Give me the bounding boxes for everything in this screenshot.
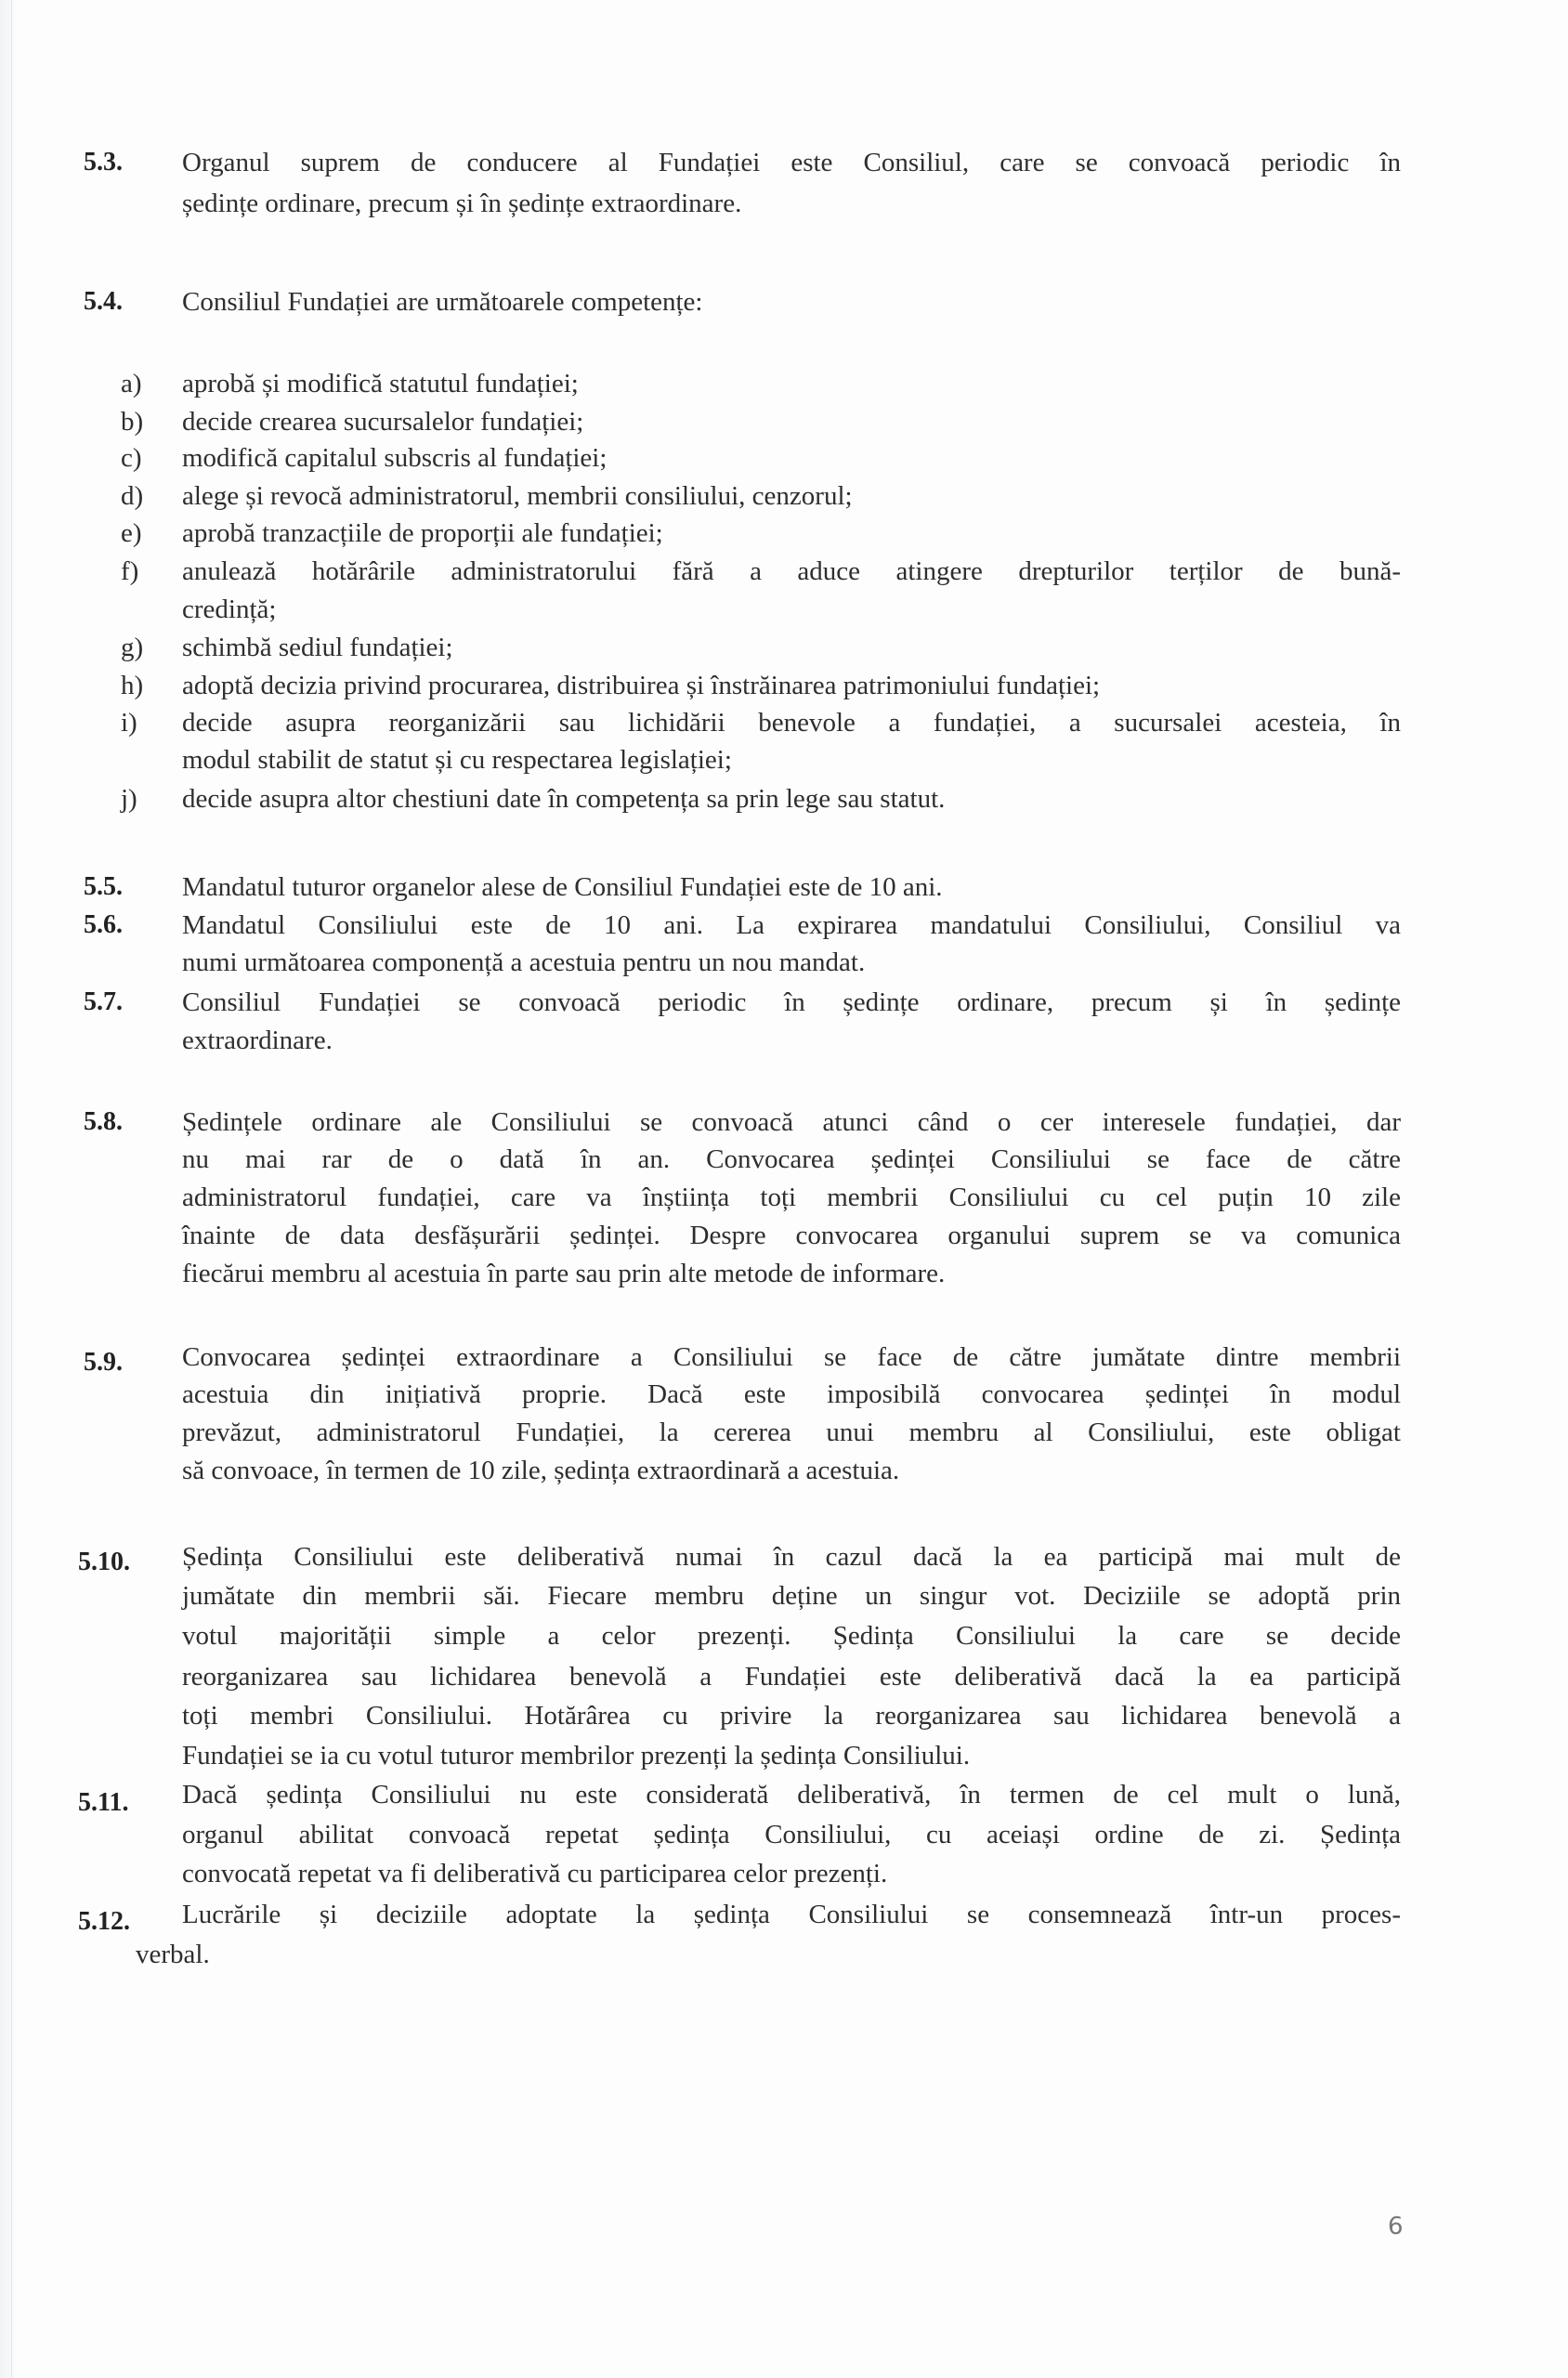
list-letter: c) bbox=[121, 443, 142, 473]
clause-number: 5.5. bbox=[84, 872, 123, 901]
clause-text-line: extraordinare. bbox=[182, 1026, 333, 1055]
list-item: alege și revocă administratorul, membrii consiliului, cenzorul; bbox=[182, 481, 853, 511]
clause-number: 5.8. bbox=[84, 1107, 123, 1136]
clause-text-line: nu mai rar de o dată în an. Convocarea ședinței Consiliului se face de către bbox=[182, 1144, 1401, 1174]
list-letter: d) bbox=[121, 481, 144, 511]
clause-number: 5.11. bbox=[78, 1788, 129, 1817]
clause-text-line: verbal. bbox=[136, 1940, 210, 1969]
clause-number: 5.4. bbox=[84, 287, 123, 316]
list-letter: e) bbox=[121, 518, 142, 548]
clause-text-line: Ședințele ordinare ale Consiliului se convoacă atunci când o cer interesele fundației, dar bbox=[182, 1107, 1401, 1137]
clause-text-line: Dacă ședința Consiliului nu este considerată deliberativă, în termen de cel mult o lună, bbox=[182, 1780, 1401, 1810]
clause-number: 5.10. bbox=[78, 1548, 130, 1576]
clause-text-line: fiecărui membru al acestuia în parte sau prin alte metode de informare. bbox=[182, 1259, 946, 1288]
clause-text-line: toți membri Consiliului. Hotărârea cu privire la reorganizarea sau lichidarea benevolă a bbox=[182, 1701, 1401, 1731]
clause-number: 5.12. bbox=[78, 1907, 130, 1936]
clause-text-line: administratorul fundației, care va înștiința toți membrii Consiliului cu cel puțin 10 zile bbox=[182, 1182, 1401, 1212]
clause-text-line: Mandatul Consiliului este de 10 ani. La expirarea mandatului Consiliului, Consiliul va bbox=[182, 910, 1401, 940]
clause-text-line: Ședința Consiliului este deliberativă numai în cazul dacă la ea participă mai mult de bbox=[182, 1542, 1401, 1572]
page-edge-shadow bbox=[0, 0, 17, 2378]
page-edge-line bbox=[11, 0, 12, 2378]
list-item: decide crearea sucursalelor fundației; bbox=[182, 407, 584, 437]
clause-number: 5.6. bbox=[84, 910, 123, 939]
list-letter: j) bbox=[121, 784, 137, 814]
list-letter: g) bbox=[121, 633, 144, 662]
list-item: adoptă decizia privind procurarea, distribuirea și înstrăinarea patrimoniului fundației; bbox=[182, 671, 1101, 700]
list-item: aprobă și modifică statutul fundației; bbox=[182, 369, 579, 399]
list-letter: i) bbox=[121, 708, 137, 738]
clause-text-line: înainte de data desfășurării ședinței. Despre convocarea organului suprem se va comunica bbox=[182, 1221, 1401, 1250]
list-letter: f) bbox=[121, 556, 139, 586]
clause-text-line: Mandatul tuturor organelor alese de Consiliul Fundației este de 10 ani. bbox=[182, 872, 943, 902]
list-letter: a) bbox=[121, 369, 142, 399]
list-item: aprobă tranzacțiile de proporții ale fundației; bbox=[182, 518, 663, 548]
list-item-continuation: modul stabilit de statut și cu respectarea legislației; bbox=[182, 745, 732, 775]
clause-text-line: jumătate din membrii săi. Fiecare membru deține un singur vot. Deciziile se adoptă prin bbox=[182, 1581, 1401, 1611]
clause-text-line: ședințe ordinare, precum și în ședințe extraordinare. bbox=[182, 189, 742, 218]
list-item: anulează hotărârile administratorului fără a aduce atingere drepturilor terților de bună- bbox=[182, 556, 1401, 586]
clause-text-line: Organul suprem de conducere al Fundației este Consiliul, care se convoacă periodic în bbox=[182, 148, 1401, 177]
list-item: decide asupra altor chestiuni date în competența sa prin lege sau statut. bbox=[182, 784, 946, 814]
list-item: decide asupra reorganizării sau lichidării benevole a fundației, a sucursalei acesteia, în bbox=[182, 708, 1401, 738]
clause-text-line: prevăzut, administratorul Fundației, la cererea unui membru al Consiliului, este obligat bbox=[182, 1418, 1401, 1447]
clause-text-line: acestuia din inițiativă proprie. Dacă este imposibilă convocarea ședinței în modul bbox=[182, 1379, 1401, 1409]
clause-text-line: reorganizarea sau lichidarea benevolă a Fundației este deliberativă dacă la ea participă bbox=[182, 1662, 1401, 1692]
clause-text-line: Consiliul Fundației se convoacă periodic în ședințe ordinare, precum și în ședințe bbox=[182, 987, 1401, 1017]
clause-text-line: Fundației se ia cu votul tuturor membrilor prezenți la ședința Consiliului. bbox=[182, 1741, 971, 1770]
clause-text-line: convocată repetat va fi deliberativă cu participarea celor prezenți. bbox=[182, 1859, 888, 1888]
clause-number: 5.3. bbox=[84, 148, 123, 176]
page-number: 6 bbox=[1388, 2213, 1404, 2241]
clause-text-line: numi următoarea componență a acestuia pentru un nou mandat. bbox=[182, 947, 866, 977]
clause-intro: Consiliul Fundației are următoarele competențe: bbox=[182, 287, 703, 317]
clause-text-line: Convocarea ședinței extraordinare a Consiliului se face de către jumătate dintre membrii bbox=[182, 1342, 1401, 1372]
list-item: schimbă sediul fundației; bbox=[182, 633, 453, 662]
list-letter: h) bbox=[121, 671, 144, 700]
clause-text-line: organul abilitat convoacă repetat ședința Consiliului, cu aceiași ordine de zi. Ședința bbox=[182, 1820, 1401, 1849]
clause-number: 5.7. bbox=[84, 987, 123, 1016]
list-item: modifică capitalul subscris al fundației; bbox=[182, 443, 608, 473]
clause-number: 5.9. bbox=[84, 1348, 123, 1377]
clause-text-line: să convoace, în termen de 10 zile, ședința extraordinară a acestuia. bbox=[182, 1456, 900, 1485]
clause-text-line: Lucrările și deciziile adoptate la ședința Consiliului se consemnează într-un proces- bbox=[182, 1900, 1401, 1929]
list-letter: b) bbox=[121, 407, 144, 437]
clause-text-line: votul majorității simple a celor prezenți. Ședința Consiliului la care se decide bbox=[182, 1621, 1401, 1651]
list-item-continuation: credință; bbox=[182, 594, 277, 624]
